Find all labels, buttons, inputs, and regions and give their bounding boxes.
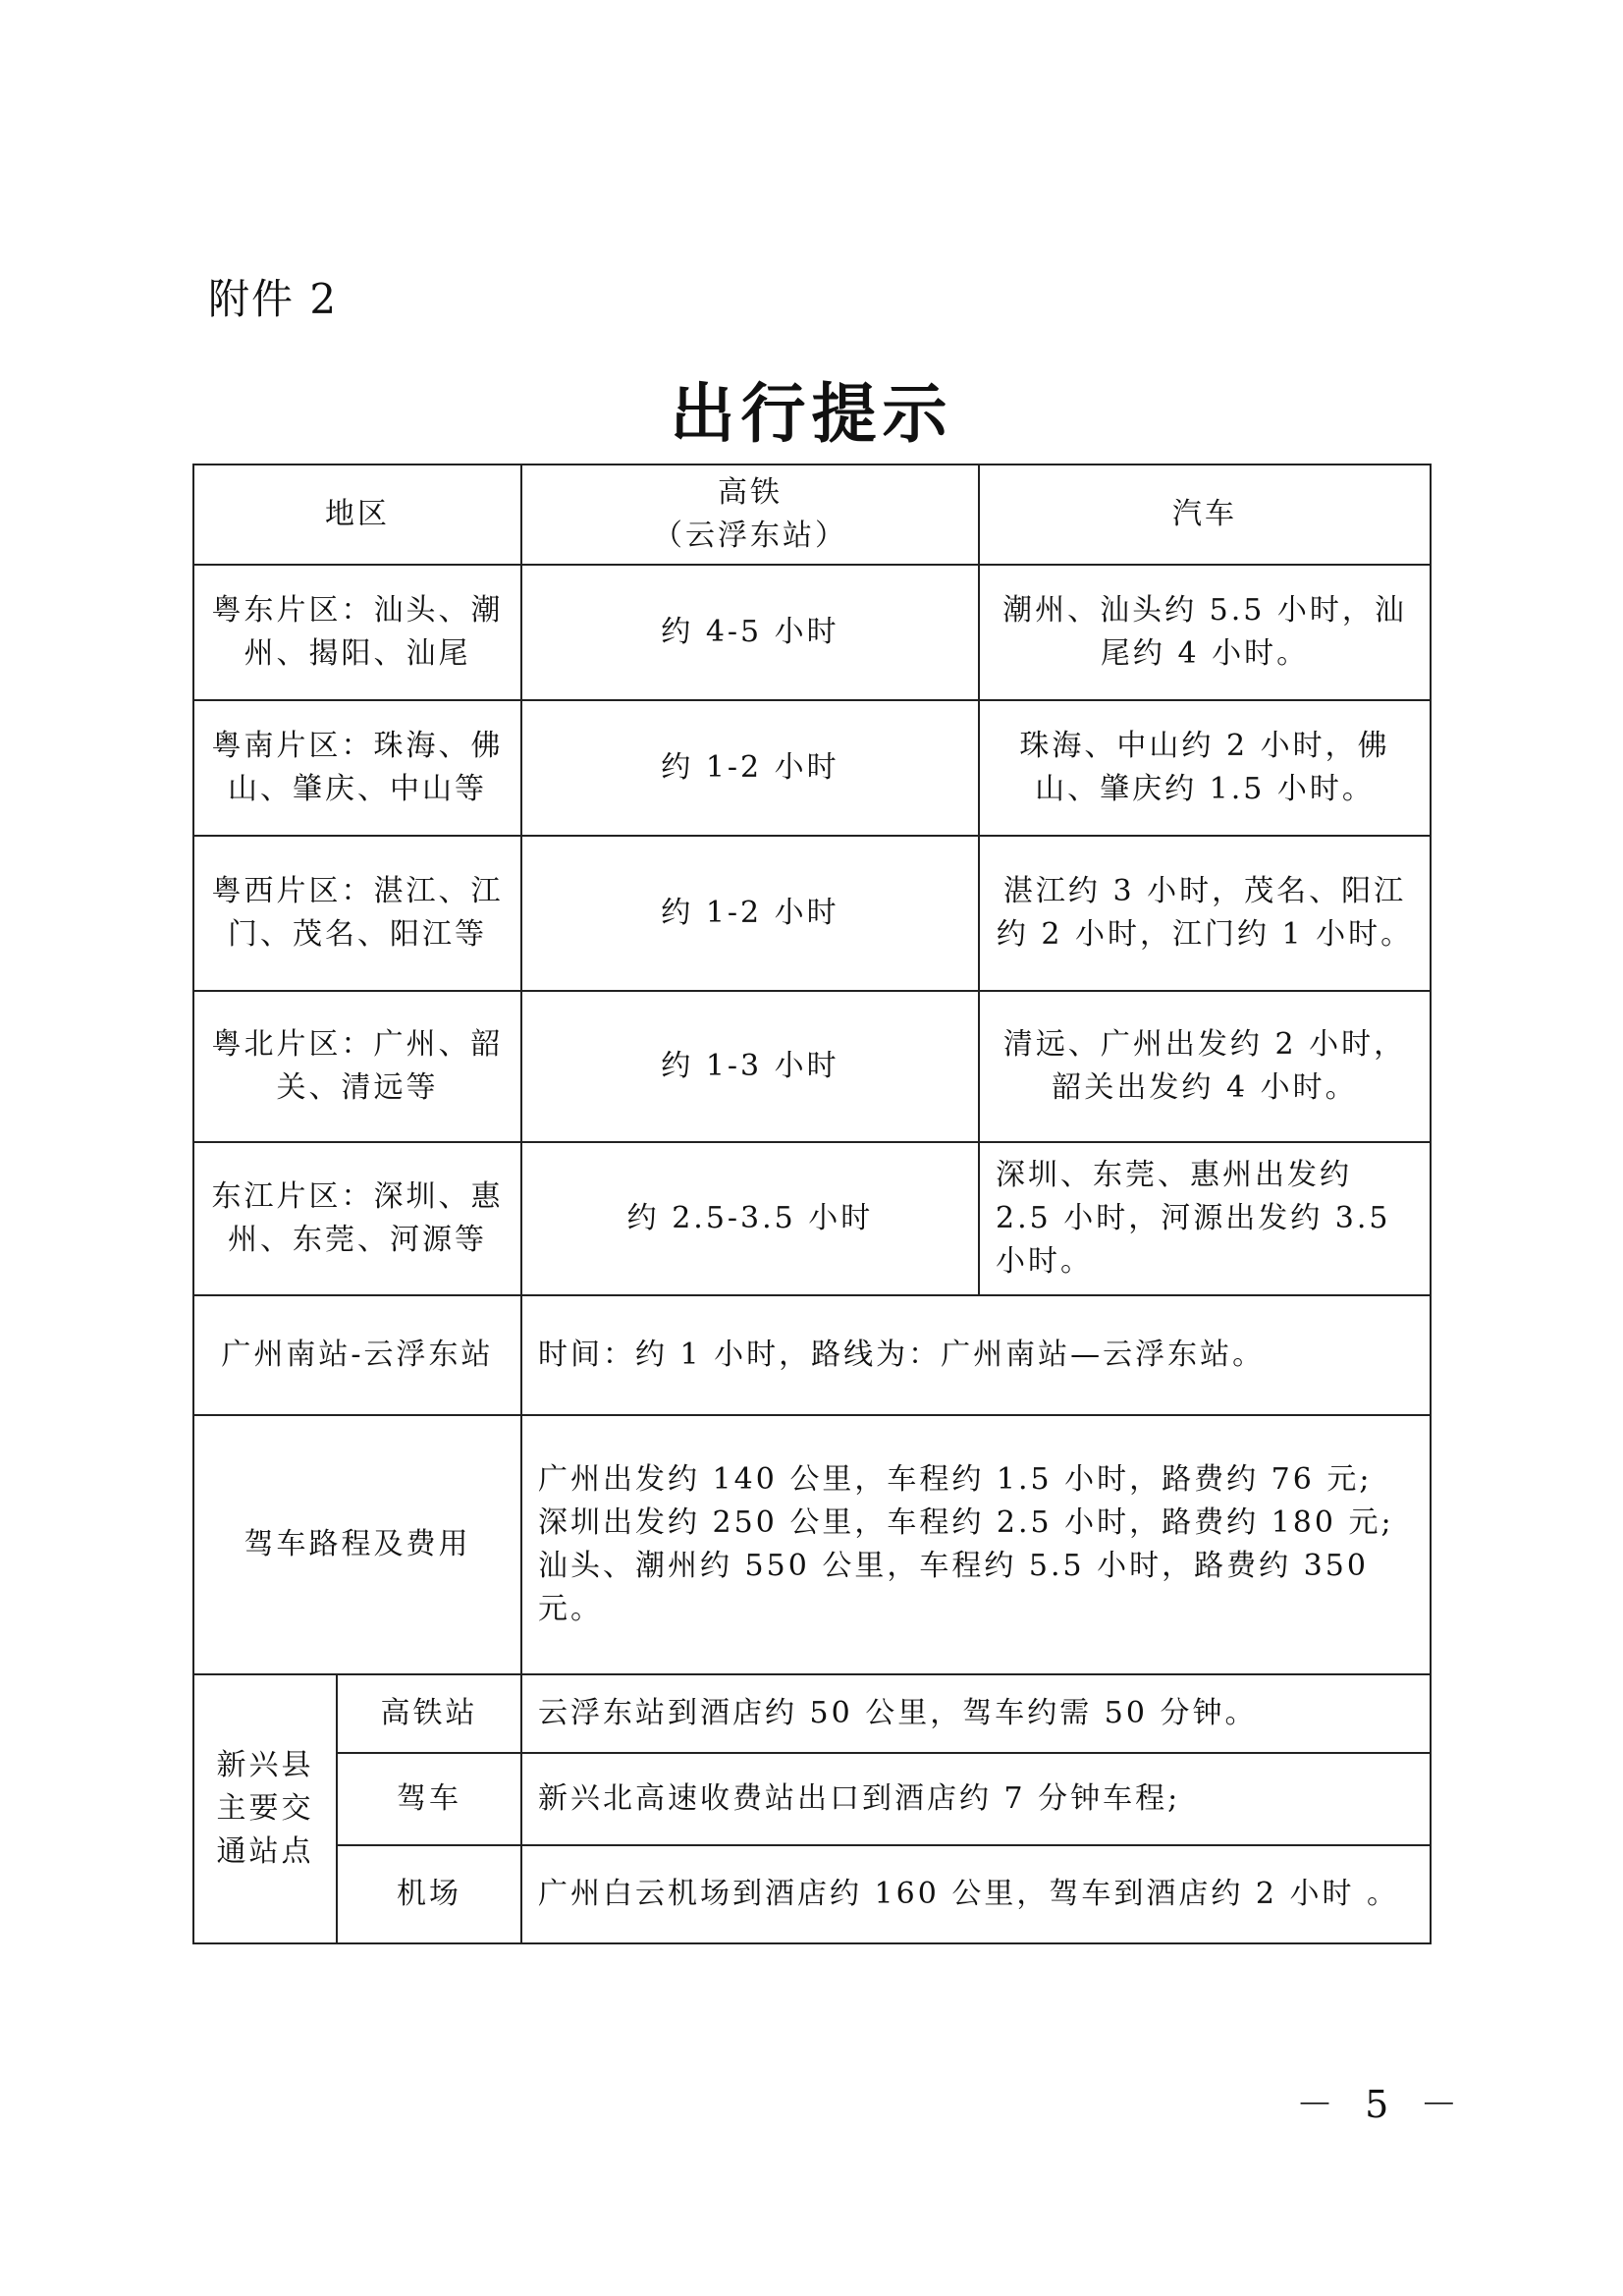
page-number: － 5 －: [1296, 2083, 1468, 2126]
table-row: [193, 565, 1431, 700]
table-row: [193, 1753, 1431, 1845]
table-row: [193, 1845, 1431, 1943]
car-cell: 湛江约 3 小时，茂名、阳江约 2 小时，江门约 1 小时。: [979, 836, 1431, 991]
driving-line: 汕头、潮州约 550 公里，车程约 5.5 小时，路费约 350 元。: [538, 1549, 1369, 1626]
rail-cell: 约 4-5 小时: [521, 565, 979, 700]
travel-table: [192, 464, 1432, 1944]
table-row: [193, 1295, 1431, 1415]
table-row: [193, 1142, 1431, 1295]
station-value: 云浮东站到酒店约 50 公里，驾车约需 50 分钟。: [521, 1674, 1431, 1753]
region-cell: 粤北片区：广州、韶关、清远等: [193, 991, 521, 1142]
station-value: 新兴北高速收费站出口到酒店约 7 分钟车程;: [521, 1753, 1431, 1845]
header-rail: 高铁 （云浮东站）: [521, 465, 979, 565]
station-value: 广州白云机场到酒店约 160 公里，驾车到酒店约 2 小时 。: [521, 1845, 1431, 1943]
driving-line: 深圳出发约 250 公里，车程约 2.5 小时，路费约 180 元;: [538, 1505, 1394, 1540]
header-region: 地区: [193, 465, 521, 565]
table-row: [193, 991, 1431, 1142]
station-label: 驾车: [337, 1753, 521, 1845]
rail-cell: 约 1-2 小时: [521, 700, 979, 836]
station-label: 高铁站: [337, 1674, 521, 1753]
region-cell: 粤西片区：湛江、江门、茂名、阳江等: [193, 836, 521, 991]
table-row: [193, 1674, 1431, 1753]
stations-group-label: 新兴县主要交通站点: [193, 1674, 337, 1943]
page-title: 出行提示: [670, 376, 953, 452]
rail-cell: 约 1-2 小时: [521, 836, 979, 991]
region-cell: 粤南片区：珠海、佛山、肇庆、中山等: [193, 700, 521, 836]
station-label: 机场: [337, 1845, 521, 1943]
driving-line: 广州出发约 140 公里，车程约 1.5 小时，路费约 76 元;: [538, 1462, 1373, 1497]
region-cell: 东江片区：深圳、惠州、东莞、河源等: [193, 1142, 521, 1295]
rail-cell: 约 2.5-3.5 小时: [521, 1142, 979, 1295]
header-car: 汽车: [979, 465, 1431, 565]
table-row: [193, 1415, 1431, 1674]
car-cell: 珠海、中山约 2 小时，佛山、肇庆约 1.5 小时。: [979, 700, 1431, 836]
car-cell: 清远、广州出发约 2 小时，韶关出发约 4 小时。: [979, 991, 1431, 1142]
attachment-label: 附件 2: [208, 275, 339, 323]
table-header-row: [193, 465, 1431, 565]
driving-label: 驾车路程及费用: [193, 1415, 521, 1674]
gz-south-value: 时间：约 1 小时，路线为：广州南站—云浮东站。: [521, 1295, 1431, 1415]
region-cell: 粤东片区：汕头、潮州、揭阳、汕尾: [193, 565, 521, 700]
gz-south-label: 广州南站-云浮东站: [193, 1295, 521, 1415]
rail-cell: 约 1-3 小时: [521, 991, 979, 1142]
table-row: [193, 836, 1431, 991]
driving-details: [521, 1415, 1431, 1674]
table-row: [193, 700, 1431, 836]
car-cell: 深圳、东莞、惠州出发约 2.5 小时，河源出发约 3.5 小时。: [979, 1142, 1431, 1295]
car-cell: 潮州、汕头约 5.5 小时，汕尾约 4 小时。: [979, 565, 1431, 700]
